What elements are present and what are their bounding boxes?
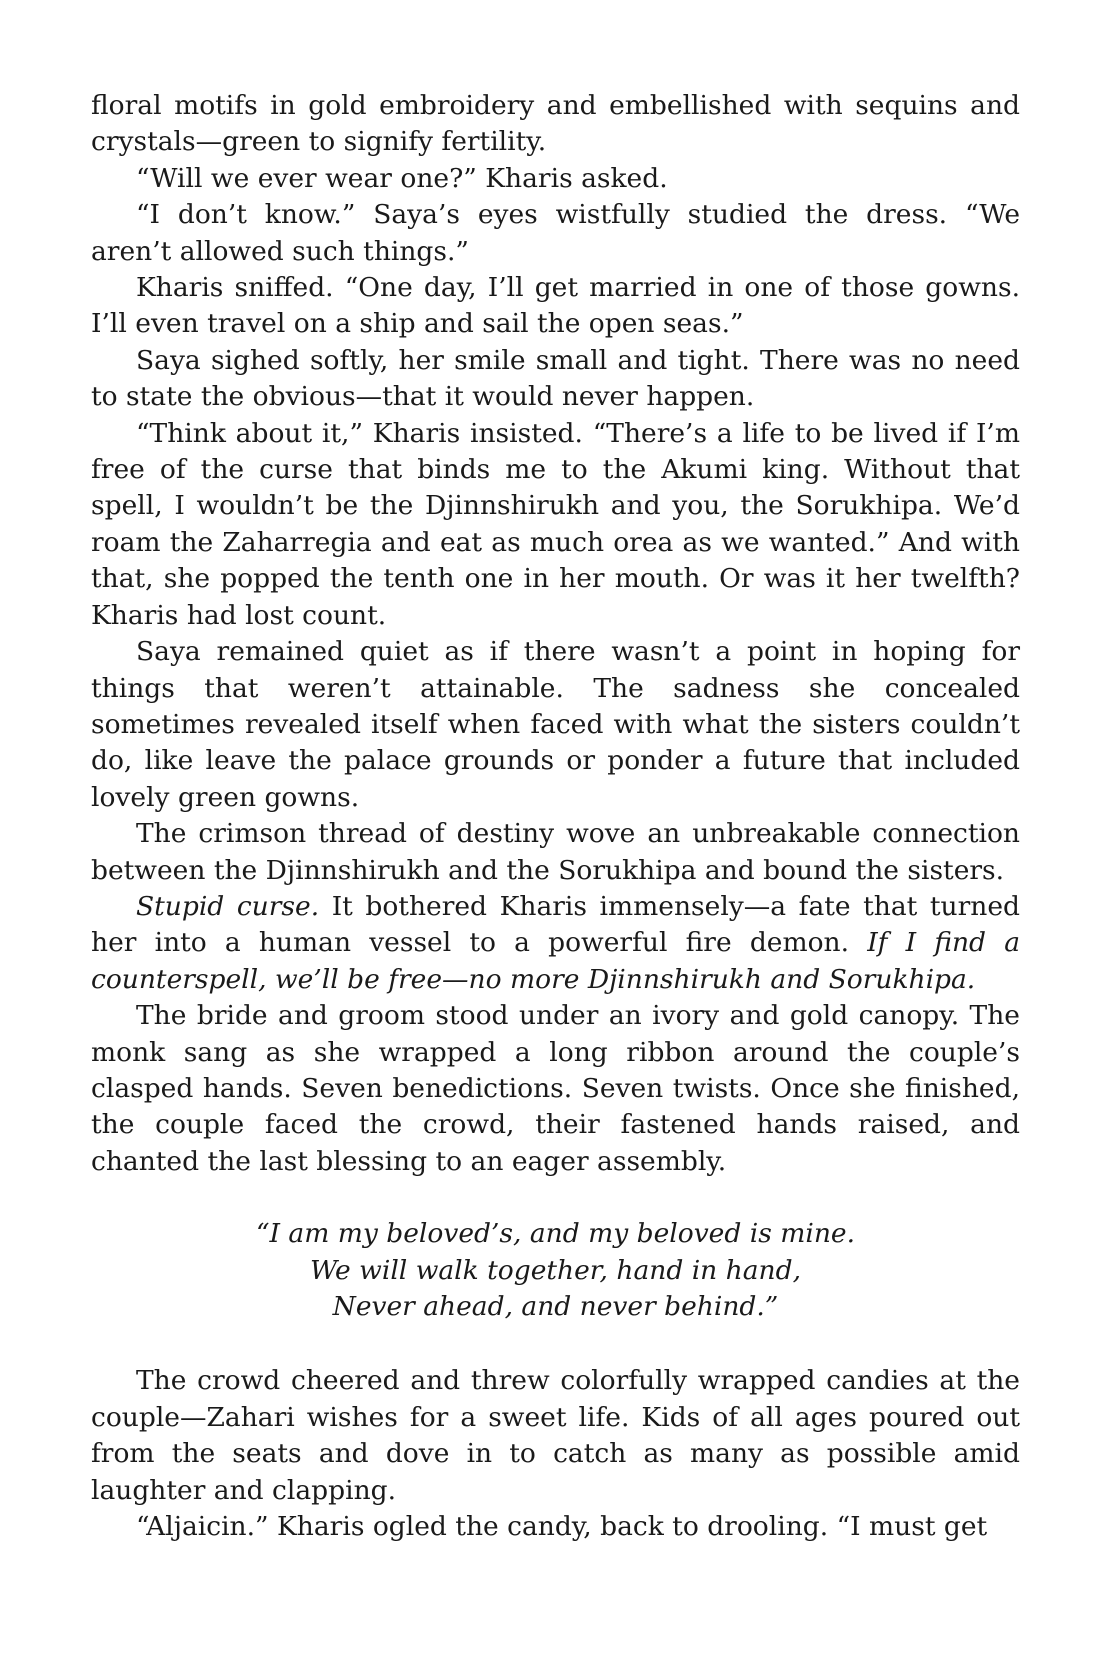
paragraph-middle: It bothered Kharis immensely—a fate that turned her into a human vessel to a powerful fire demon. [91, 890, 1020, 959]
paragraph-italic-thoughts [91, 889, 1020, 998]
italic-thought-start: Stupid curse. [136, 890, 320, 922]
paragraph: Kharis sniffed. “One day, I’ll get married in one of those gowns. I’ll even travel on a ship and sail the open seas.” [91, 272, 1020, 340]
paragraph: “Think about it,” Kharis insisted. “There’s a life to be lived if I’m free of the curse that binds me to the Akumi king. Without that spell, I wouldn’t be the Djinnshirukh and you, the Sorukhipa. We’d roam the Zaharregia and eat as much orea as we wanted.” And with that, she popped the tenth one in her mouth. Or was it her twelfth? Kharis had lost count. [91, 417, 1020, 631]
paragraph-continued: floral motifs in gold embroidery and embellished with sequins and crystals—green to signify fertility. [91, 90, 1020, 158]
paragraph: “Will we ever wear one?” Kharis asked. [136, 162, 668, 194]
verse-line: Never ahead, and never behind.” [332, 1291, 779, 1322]
paragraph-continues: “Aljaicin.” Kharis ogled the candy, back to drooling. “I must get [136, 1511, 988, 1543]
paragraph: The crowd cheered and threw colorfully wrapped candies at the couple—Zahari wishes for a sweet life. Kids of all ages poured out from the seats and dove in to catch as many as possible amid laughter and clapping. [91, 1365, 1020, 1506]
italic-thought-end: If I find a counterspell, we’ll be free—no more Djinnshirukh and Sorukhipa. [91, 927, 1020, 995]
paragraph: The crimson thread of destiny wove an unbreakable connection between the Djinnshirukh and the Sorukhipa and bound the sisters. [91, 818, 1020, 886]
paragraph: The bride and groom stood under an ivory and gold canopy. The monk sang as she wrapped a long ribbon around the couple’s clasped hands. Seven benedictions. Seven twists. Once she finished, the couple faced the crowd, their fastened hands raised, and chanted the last blessing to an eager assembly. [91, 1000, 1020, 1177]
book-page [91, 88, 1020, 1545]
blessing-verse [91, 1216, 1020, 1325]
paragraph: Saya remained quiet as if there wasn’t a point in hoping for things that weren’t attainable. The sadness she concealed sometimes revealed itself when faced with what the sisters couldn’t do, like leave the palace grounds or ponder a future that included lovely green gowns. [91, 636, 1020, 813]
paragraph: “I don’t know.” Saya’s eyes wistfully studied the dress. “We aren’t allowed such things.” [91, 199, 1020, 267]
paragraph: Saya sighed softly, her smile small and tight. There was no need to state the obvious—that it would never happen. [91, 344, 1020, 413]
verse-line: We will walk together, hand in hand, [309, 1254, 801, 1286]
verse-line: “I am my beloved’s, and my beloved is mine. [255, 1218, 856, 1250]
